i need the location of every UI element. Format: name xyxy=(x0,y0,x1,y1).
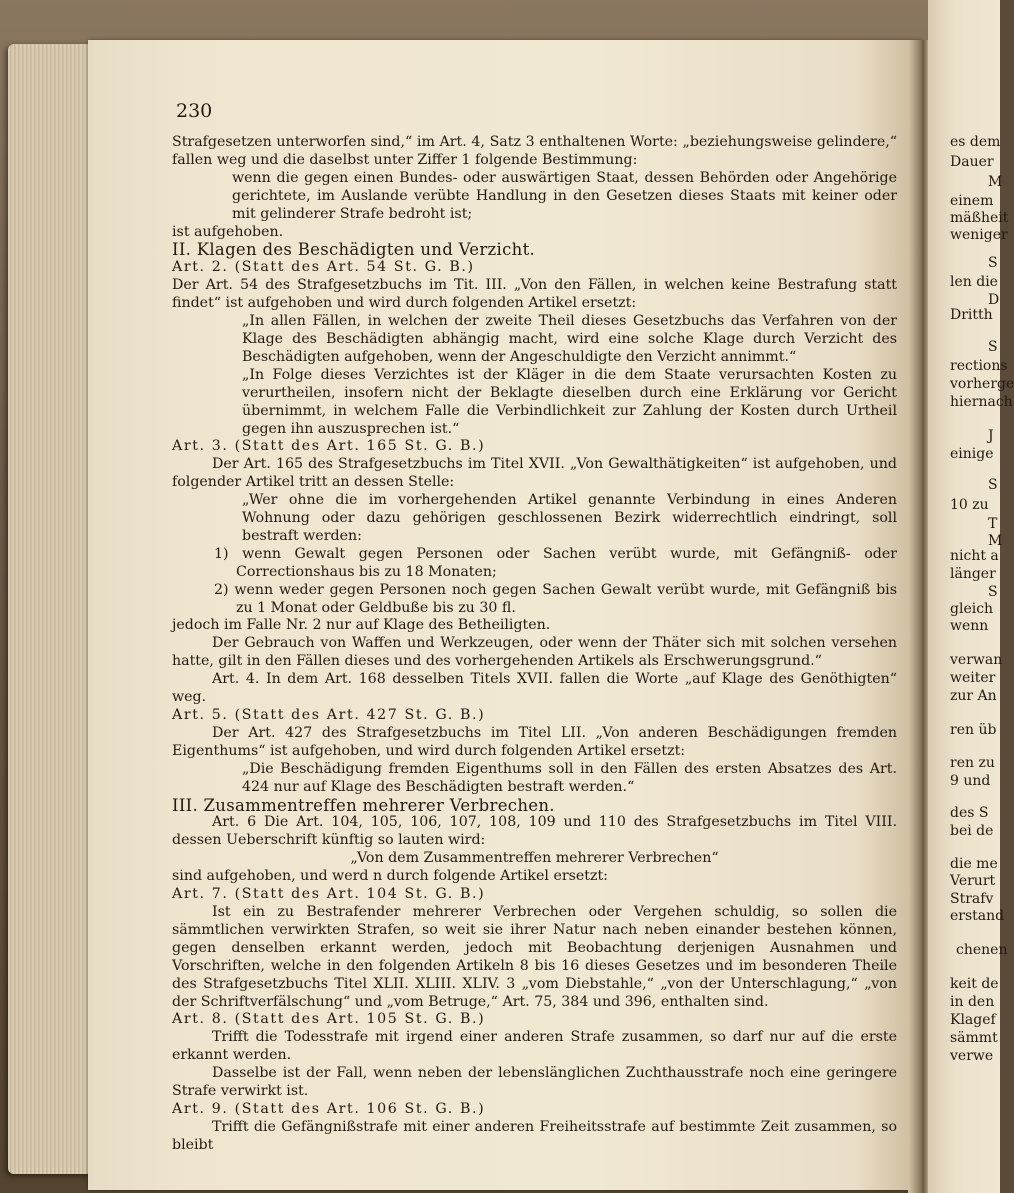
right-fragment: keit de xyxy=(950,976,999,992)
right-fragment: M xyxy=(988,174,1003,190)
paragraph: Strafgesetzen unterworfen sind,“ im Art. 4, Satz 3 enthaltenen Worte: „beziehungsweise gelindere,“ fallen weg und die daselbst unter Ziffer 1 folgende Bestimmung: xyxy=(172,134,897,168)
right-fragment: weniger xyxy=(950,227,1008,243)
section-heading: III. Zusammentreffen mehrerer Verbrechen. xyxy=(172,795,555,815)
right-fragment: in den xyxy=(950,994,995,1010)
right-fragment: ren zu xyxy=(950,755,995,771)
right-fragment: 10 zu xyxy=(950,497,989,513)
paragraph: Der Art. 427 des Strafgesetzbuchs im Titel LII. „Von anderen Beschädigungen fremden Eigenthums“ ist aufgehoben, und wird durch folgenden Artikel ersetzt: xyxy=(172,724,897,759)
right-fragment: verwe xyxy=(950,1048,994,1064)
book-gutter xyxy=(908,40,930,1193)
right-fragment: S xyxy=(988,584,998,600)
paragraph: Ist ein zu Bestrafender mehrerer Verbrechen oder Vergehen schuldig, so sollen die sämmtlichen verwirkten Strafen, so weit sie ihrer Natur nach neben einander bestehen können, gegen denselben erkannt werden, jedoch mit Beobachtung derjenigen Ausnahmen und Vorschriften, welche in den folgenden Artikeln 8 bis 16 dieses Gesetzes und im besonderen Theile des Strafgesetzbuchs Titel XLII. XLIII. XLIV. 3 „vom Diebstahle,“ „von der Unterschlagung,“ „von der Schriftverfälschung“ und „vom Betruge,“ Art. 75, 384 und 396, enthalten sind. xyxy=(172,903,897,1010)
right-fragment: weiter xyxy=(950,670,996,686)
article-heading: Art. 5. (Statt des Art. 427 St. G. B.) xyxy=(172,707,486,723)
right-fragment: T xyxy=(988,516,998,532)
list-item: 1) wenn Gewalt gegen Personen oder Sachen verübt wurde, mit Gefängniß- oder Correctionshaus bis zu 18 Monaten; xyxy=(214,545,897,580)
right-fragment: vorherge xyxy=(950,376,1014,392)
quoted-paragraph: „In Folge dieses Verzichtes ist der Kläger in die dem Staate verursachten Kosten zu verurtheilen, insofern nicht der Beklagte dieselben durch eine Erklärung vor Gericht übernimmt, in welchem Falle die Verbindlichkeit zur Zahlung der Kosten durch Urtheil gegen ihn auszusprechen ist.“ xyxy=(242,366,897,437)
right-fragment: die me xyxy=(950,856,998,872)
right-fragment: erstand xyxy=(950,908,1005,924)
right-fragment: Dauer xyxy=(950,154,994,170)
paragraph: Dasselbe ist der Fall, wenn neben der lebenslänglichen Zuchthausstrafe noch eine geringere Strafe verwirkt ist. xyxy=(172,1065,897,1100)
right-fragment: 9 und xyxy=(950,773,991,789)
right-fragment: S xyxy=(988,339,998,355)
paragraph: Der Art. 54 des Strafgesetzbuchs im Tit. III. „Von den Fällen, in welchen keine Bestrafung statt findet“ ist aufgehoben und wird durch folgenden Artikel ersetzt: xyxy=(172,277,897,312)
article-heading: Art. 9. (Statt des Art. 106 St. G. B.) xyxy=(172,1100,486,1117)
list-item: 2) wenn weder gegen Personen noch gegen Sachen Gewalt verübt wurde, mit Gefängniß bis zu 1 Monat oder Geldbuße bis zu 30 fl. xyxy=(214,581,897,616)
right-fragment: mäßheit xyxy=(950,210,1009,226)
page-text xyxy=(172,96,897,1155)
right-fragment: len die xyxy=(950,274,998,290)
paragraph: Art. 4. In dem Art. 168 desselben Titels XVII. fallen die Worte „auf Klage des Genöthigten“ weg. xyxy=(172,671,897,706)
paragraph: ist aufgehoben. xyxy=(172,223,284,240)
right-fragment: hiernach xyxy=(950,394,1013,410)
right-fragment: M xyxy=(988,533,1003,549)
right-fragment: bei de xyxy=(950,823,994,839)
right-fragment: rections xyxy=(950,358,1008,374)
right-fragment: D xyxy=(988,292,1000,308)
paragraph: Der Gebrauch von Waffen und Werkzeugen, oder wenn der Thäter sich mit solchen versehen hatte, gilt in den Fällen dieses und des vorhergehenden Artikels als Erschwerungsgrund.“ xyxy=(172,635,897,670)
right-fragment: länger xyxy=(950,566,996,582)
right-fragment: nicht a xyxy=(950,548,999,564)
right-fragment: wenn xyxy=(950,618,989,634)
quoted-title: „Von dem Zusammentreffen mehrerer Verbrechen“ xyxy=(350,850,719,867)
right-fragment: des S xyxy=(950,805,989,821)
page-number: 230 xyxy=(176,100,213,122)
right-fragment: Klagef xyxy=(950,1012,996,1028)
right-fragment: chenen xyxy=(956,942,1008,958)
right-fragment: einige xyxy=(950,446,994,462)
article-heading: Art. 2. (Statt des Art. 54 St. G. B.) xyxy=(172,259,475,276)
right-page xyxy=(928,0,1014,1193)
quoted-paragraph: „Die Beschädigung fremden Eigenthums soll in den Fällen des ersten Absatzes des Art. 424 nur auf Klage des Beschädigten bestraft werden.“ xyxy=(242,760,897,795)
section-heading: II. Klagen des Beschädigten und Verzicht. xyxy=(172,240,536,260)
right-fragment: J xyxy=(988,428,994,444)
right-fragment: gleich xyxy=(950,601,994,617)
paragraph: wenn die gegen einen Bundes- oder auswärtigen Staat, dessen Behörden oder Angehörige gerichtete, im Auslande verübte Handlung in den Gesetzen dieses Staats mit keiner oder mit gelinderer Strafe bedroht ist; xyxy=(232,169,897,222)
right-fragment: sämmt xyxy=(950,1030,998,1046)
paragraph: Trifft die Todesstrafe mit irgend einer anderen Strafe zusammen, so darf nur auf die erste erkannt werden. xyxy=(172,1029,897,1064)
right-fragment: Verurt xyxy=(950,873,996,889)
paragraph: jedoch im Falle Nr. 2 nur auf Klage des Betheiligten. xyxy=(172,617,551,634)
paragraph: Trifft die Gefängnißstrafe mit einer anderen Freiheitsstrafe auf bestimmte Zeit zusammen, so bleibt xyxy=(172,1118,897,1153)
article-heading: Art. 3. (Statt des Art. 165 St. G. B.) xyxy=(172,438,486,455)
right-fragment: zur An xyxy=(950,688,997,704)
paragraph: Art. 6 Die Art. 104, 105, 106, 107, 108, 109 und 110 des Strafgesetzbuchs im Titel VIII. dessen Ueberschrift künftig so lauten wird: xyxy=(172,814,897,849)
article-heading: Art. 8. (Statt des Art. 105 St. G. B.) xyxy=(172,1011,486,1028)
paragraph: Der Art. 165 des Strafgesetzbuchs im Titel XVII. „Von Gewalthätigkeiten“ ist aufgehoben, und folgender Artikel tritt an dessen Stelle: xyxy=(172,456,897,491)
right-fragment: S xyxy=(988,477,998,493)
quoted-paragraph: „In allen Fällen, in welchen der zweite Theil dieses Gesetzbuchs das Verfahren von der Klage des Beschädigten abhängig macht, wird eine solche Klage durch Verzicht des Beschädigten aufgehoben, wenn der Angeschuldigte den Verzicht annimmt.“ xyxy=(242,313,897,365)
right-fragment: Dritth xyxy=(950,307,993,323)
right-fragment: Strafv xyxy=(950,891,994,907)
article-heading: Art. 7. (Statt des Art. 104 St. G. B.) xyxy=(172,886,486,903)
right-fragment: S xyxy=(988,255,998,271)
right-page-text xyxy=(928,0,1014,1193)
quoted-paragraph: „Wer ohne die im vorhergehenden Artikel genannte Verbindung in eines Anderen Wohnung oder dazu gehörigen geschlossenen Bezirk widerrechtlich eindringt, soll bestraft werden: xyxy=(242,492,897,544)
right-fragment: ren üb xyxy=(950,722,997,738)
paragraph: sind aufgehoben, und werd n durch folgende Artikel ersetzt: xyxy=(172,868,608,885)
right-fragment: verwan xyxy=(950,652,1003,668)
right-fragment: es dem xyxy=(950,134,1001,150)
right-fragment: einem xyxy=(950,193,994,209)
